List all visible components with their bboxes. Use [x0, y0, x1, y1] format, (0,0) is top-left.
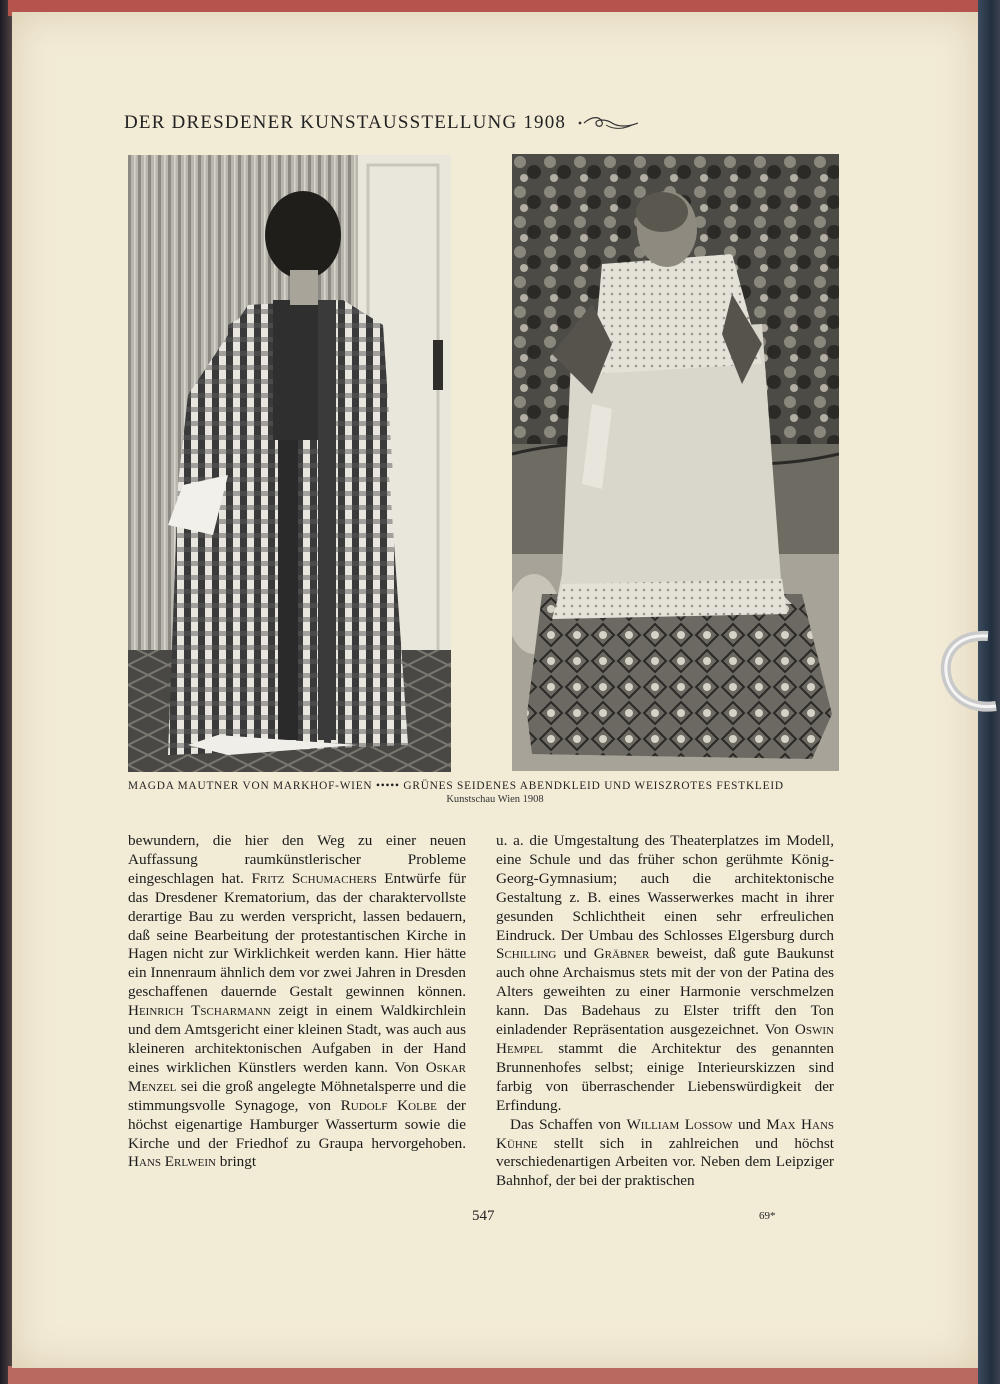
name-smallcaps: Max Hans Kühne [496, 1115, 835, 1152]
paper-clip-icon [938, 630, 1000, 714]
text-run: und [737, 1115, 761, 1133]
text-column-right [496, 832, 834, 1191]
text-run: sei die groß angelegte Möhnetalsperre und die stimmungsvolle Synagoge, von [128, 1077, 467, 1114]
name-smallcaps: Oskar Menzel [128, 1058, 466, 1095]
name-smallcaps: Fritz Schumachers [251, 869, 377, 887]
name-smallcaps: Hans Erlwein [128, 1153, 216, 1171]
text-run: u. a. die Umgestaltung des Theaterplatzes im Modell, eine Schule und das früher schon gerühmte König-Georg-Gymnasium; auch die architektonische Gestaltung z. B. eines Wasserwerkes macht in ihrer gesunden Schlichtheit einen sehr erfreulichen Eindruck. Der Umbau des Schlosses Elgersburg durch [496, 832, 834, 944]
paragraph [496, 832, 834, 1116]
book-page [12, 12, 978, 1368]
figure-caption: MAGDA MAUTNER VON MARKHOF-WIEN ••••• GRÜNES SEIDENES ABENDKLEID UND WEISZROTES FESTKLEID [128, 780, 784, 792]
figure-credit: Kunstschau Wien 1908 [446, 794, 544, 805]
flourish-ornament-icon [576, 114, 640, 132]
text-run: bewundern, die hier den Weg zu einer neuen Auffassung raumkünstlerischer Probleme eingeschlagen hat. [128, 832, 466, 887]
photo-checked-gown [128, 155, 451, 772]
book-edge-bottom [8, 1366, 978, 1384]
running-header [124, 112, 640, 134]
text-run: Das Schaffen von [510, 1115, 621, 1133]
text-run: bringt [219, 1153, 257, 1171]
name-smallcaps: Heinrich Tscharmann [128, 1002, 271, 1020]
paragraph [496, 1116, 834, 1192]
text-run: beweist, daß gute Baukunst auch ohne Archaismus stets mit der von der Patina des Alters geweihten zu einer Harmonie verschmelzen kann. Das Badehaus zu Elster trifft den Ton einladender Repräsentation ausgezeichnet. Von [496, 945, 834, 1039]
name-smallcaps: William Lossow [626, 1115, 733, 1133]
paragraph [128, 832, 466, 1172]
photo-festive-dress [512, 154, 839, 771]
page-number: 547 [472, 1208, 495, 1224]
name-smallcaps: Rudolf Kolbe [340, 1096, 437, 1114]
text-run: der höchst eigenartige Hamburger Wasserturm sowie die Kirche und der Friedhof zu Graupa hervorgehoben. [128, 1096, 466, 1152]
name-smallcaps: Oswin Hempel [496, 1021, 834, 1057]
header-title: DER DRESDENER KUNSTAUSSTELLUNG 1908 [124, 112, 567, 133]
text-run: und [563, 945, 587, 963]
text-run: zeigt in einem Waldkirchlein und dem Amtsgericht einer kleinen Stadt, was auch aus kleineren architektonischen Aufgaben in der Hand eines wirklichen Künstlers werden kann. Von [128, 1002, 466, 1076]
text-run: stammt die Architektur des genannten Brunnenhofes selbst; einige Interieurskizzen sind farbig von überraschender Liebenswürdigkeit der Erfindung. [496, 1039, 834, 1114]
signature-mark: 69* [759, 1210, 776, 1222]
name-smallcaps: Schilling [496, 945, 557, 963]
name-smallcaps: Gräbner [593, 945, 650, 963]
text-run: Entwürfe für das Dresdener Krematorium, das der charaktervollste derartige Bau zu werden verspricht, lassen bedauern, daß seine Bearbeitung der protestantischen Kirche in Hagen nicht zur Wirklichkeit werden kann. Hier hätte ein Innenraum ähnlich dem vor zwei Jahren in Dresden geschaffenen dauernde Gestalt gewinnen können. [128, 869, 466, 1001]
text-column-left [128, 832, 466, 1172]
text-run: stellt sich in zahlreichen und höchst verschiedenartigen Arbeiten vor. Neben dem Leipziger Bahnhof, der bei der praktischen [496, 1134, 834, 1190]
